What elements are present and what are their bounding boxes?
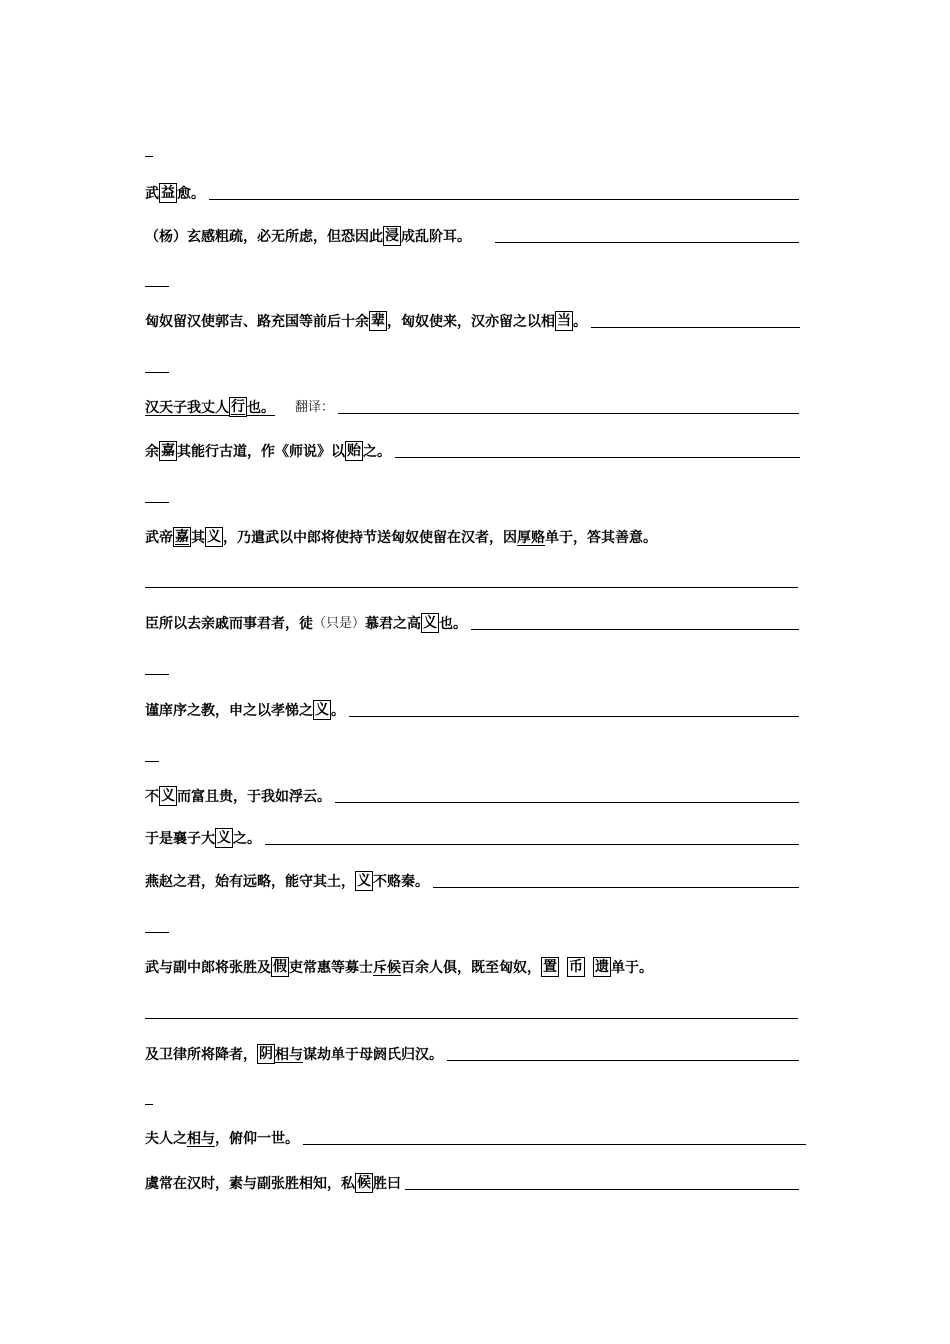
- text-segment: 燕赵之君，始有远略，能守其土，: [145, 874, 355, 890]
- sentence-10: [145, 828, 799, 848]
- boxed-word: 义: [357, 873, 371, 889]
- text-segment: 也。: [247, 400, 275, 416]
- boxed-word: 辈: [371, 313, 385, 329]
- sentence-14: [145, 1130, 806, 1148]
- boxed-word: 义: [217, 830, 231, 846]
- answer-blank[interactable]: [591, 327, 800, 328]
- blank-stub: [145, 1104, 153, 1105]
- boxed-word: 遗: [595, 959, 609, 975]
- boxed-word: 假: [273, 959, 287, 975]
- blank-stub: [145, 674, 169, 675]
- boxed-word: 阴: [259, 1046, 273, 1062]
- text-segment: 匈奴留汉使郭吉、路充国等前后十余: [145, 314, 369, 330]
- text-segment: （只是）: [313, 616, 366, 631]
- answer-blank[interactable]: [395, 457, 800, 458]
- text-segment: 虞常在汉时，素与副张胜相知，私: [145, 1176, 355, 1192]
- text-segment: ，俯仰一世。: [215, 1131, 299, 1147]
- boxed-word: 贻: [347, 443, 361, 459]
- text-segment: 其能行古道，作《师说》以: [177, 444, 345, 460]
- sentence-8: [145, 700, 799, 720]
- text-segment: 厚赂: [517, 530, 545, 546]
- answer-blank[interactable]: [265, 844, 799, 845]
- text-segment: 。: [331, 703, 345, 719]
- text-segment: 单于。: [611, 960, 653, 976]
- boxed-word: 嘉: [175, 529, 189, 545]
- text-segment: 斥候: [373, 960, 401, 976]
- sentence-11: [145, 871, 799, 891]
- boxed-word: 候: [357, 1175, 371, 1191]
- text-segment: 成乱阶耳。: [401, 229, 471, 245]
- text-segment: 。: [573, 314, 587, 330]
- text-segment: ，乃遣武以中郎将使持节送匈奴使留在汉者，因: [223, 530, 517, 546]
- text-segment: 百余人俱，既至匈奴，: [401, 960, 541, 976]
- boxed-word: 置: [543, 959, 557, 975]
- boxed-word: 嘉: [161, 443, 175, 459]
- boxed-word: 义: [315, 702, 329, 718]
- text-segment: 之。: [363, 444, 391, 460]
- text-segment: 单于，答其善意。: [545, 530, 657, 546]
- text-segment: 谨庠序之教，申之以孝悌之: [145, 703, 313, 719]
- boxed-word: 义: [161, 788, 175, 804]
- text-segment: 相与: [187, 1131, 215, 1147]
- blank-stub: [145, 156, 153, 157]
- boxed-word: 当: [557, 313, 571, 329]
- answer-blank[interactable]: [471, 629, 799, 630]
- answer-blank[interactable]: [433, 887, 799, 888]
- answer-blank[interactable]: [145, 1018, 798, 1019]
- answer-blank[interactable]: [447, 1060, 799, 1061]
- answer-blank[interactable]: [405, 1189, 799, 1190]
- sentence-13: [145, 1044, 799, 1064]
- text-segment: 汉天子我丈人: [145, 400, 229, 416]
- answer-blank[interactable]: [145, 587, 798, 588]
- boxed-word: 义: [207, 529, 221, 545]
- text-segment: 之。: [233, 831, 261, 847]
- text-segment: ，匈奴使来，汉亦留之以相: [387, 314, 555, 330]
- boxed-word: 浸: [385, 228, 399, 244]
- answer-blank[interactable]: [303, 1144, 806, 1145]
- answer-blank[interactable]: [335, 802, 799, 803]
- text-segment: 武帝: [145, 530, 173, 546]
- answer-blank[interactable]: [349, 716, 799, 717]
- sentence-6: [145, 527, 657, 547]
- text-segment: 相与: [275, 1047, 303, 1063]
- sentence-7: [145, 613, 799, 633]
- text-segment: 武与副中郎将张胜及: [145, 960, 271, 976]
- text-segment: 谋劫单于母阏氏归汉。: [303, 1047, 443, 1063]
- sentence-1: [145, 183, 799, 203]
- text-segment: （杨）玄感粗疏，必无所虑，但恐因此: [145, 229, 383, 245]
- text-segment: 武: [145, 186, 159, 202]
- text-segment: 于是襄子大: [145, 831, 215, 847]
- text-segment: 夫人之: [145, 1131, 187, 1147]
- text-segment: 慕君之高: [365, 616, 422, 632]
- answer-blank[interactable]: [209, 199, 799, 200]
- sentence-2: [145, 226, 799, 246]
- text-segment: 也。: [439, 616, 468, 632]
- answer-blank[interactable]: [495, 242, 799, 243]
- answer-blank[interactable]: [338, 413, 799, 414]
- text-segment: 余: [145, 444, 159, 460]
- boxed-word: 行: [231, 399, 245, 415]
- text-segment: 其: [191, 530, 205, 546]
- text-segment: 吏常惠等募士: [289, 960, 373, 976]
- blank-stub: [145, 932, 169, 933]
- boxed-word: 币: [569, 959, 583, 975]
- text-segment: 而富且贵，于我如浮云。: [177, 789, 331, 805]
- sentence-3: [145, 311, 800, 331]
- translate-label: 翻译：: [295, 400, 335, 415]
- text-segment: 愈。: [177, 186, 205, 202]
- sentence-15: [145, 1173, 799, 1193]
- blank-stub: [145, 502, 169, 503]
- text-segment: 臣所以去亲戚而事君者，徒: [145, 616, 313, 632]
- blank-stub: [145, 761, 159, 762]
- sentence-12: [145, 957, 653, 977]
- text-segment: 不: [145, 789, 159, 805]
- sentence-9: [145, 786, 799, 806]
- text-segment: 不赂秦。: [373, 874, 429, 890]
- sentence-4: [145, 397, 799, 417]
- text-segment: 胜曰: [373, 1176, 401, 1192]
- boxed-word: 益: [161, 185, 175, 201]
- sentence-5: [145, 441, 800, 461]
- blank-stub: [145, 286, 169, 287]
- boxed-word: 义: [423, 615, 438, 631]
- blank-stub: [145, 372, 169, 373]
- text-segment: 及卫律所将降者，: [145, 1047, 257, 1063]
